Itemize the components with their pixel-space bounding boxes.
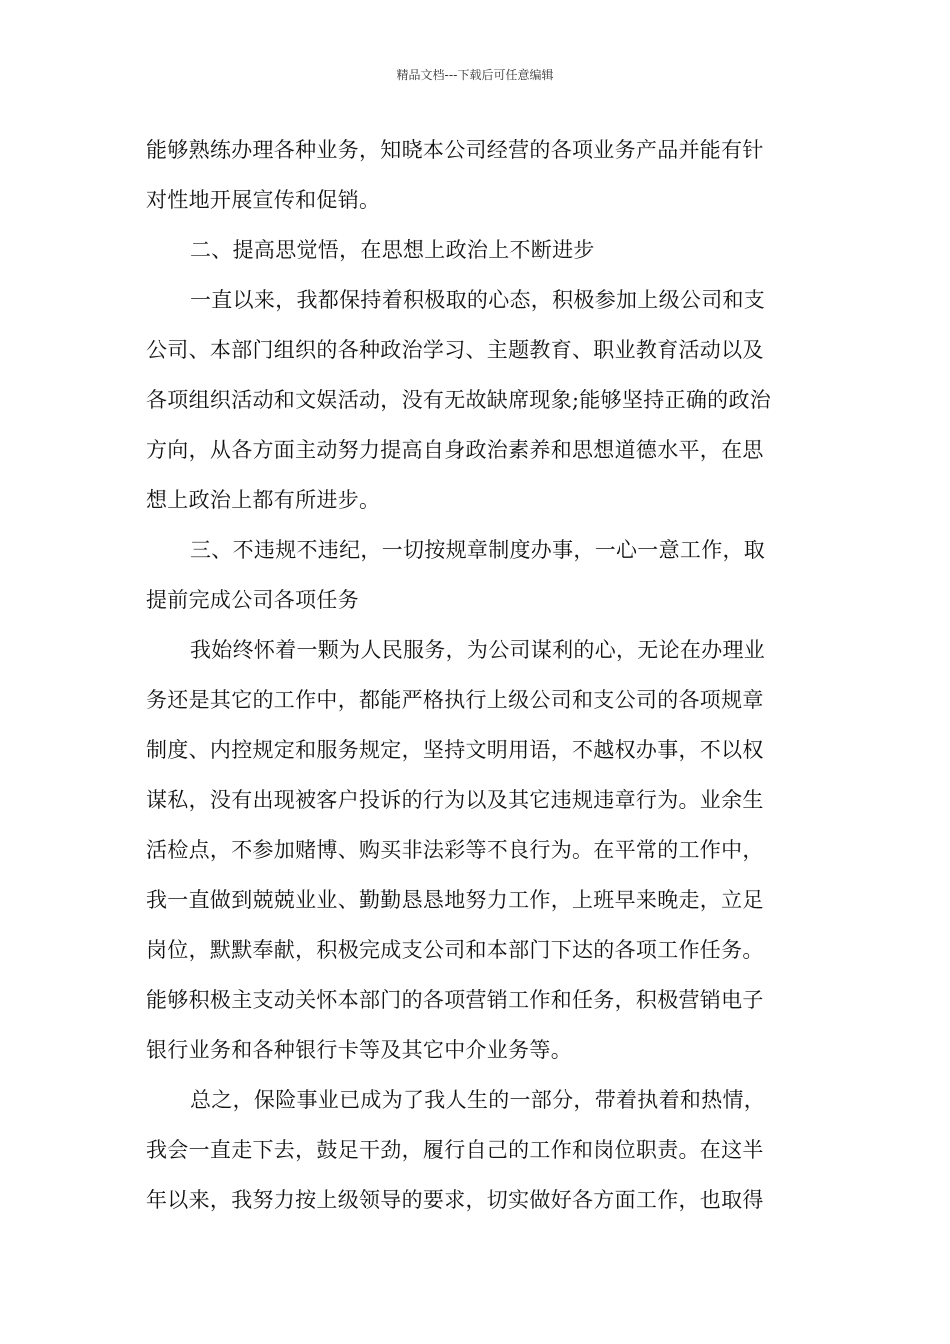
text-line: 能够熟练办理各种业务，知晓本公司经营的各项业务产品并能有针	[146, 138, 764, 162]
text-line: 活检点，不参加赌博、购买非法彩等不良行为。在平常的工作中，	[146, 838, 764, 862]
text-line: 总之，保险事业已成为了我人生的一部分，带着执着和热情，	[190, 1088, 766, 1112]
text-line: 谋私，没有出现被客户投诉的行为以及其它违规违章行为。业余生	[146, 788, 764, 812]
section-heading-cont: 提前完成公司各项任务	[146, 588, 359, 612]
section-heading: 二、提高思觉悟，在思想上政治上不断进步	[190, 238, 595, 262]
text-line: 我始终怀着一颗为人民服务，为公司谋利的心，无论在办理业	[190, 638, 766, 662]
text-line: 我会一直走下去，鼓足干劲，履行自己的工作和岗位职责。在这半	[146, 1138, 764, 1162]
text-line: 能够积极主支动关怀本部门的各项营销工作和任务，积极营销电子	[146, 988, 764, 1012]
text-line: 务还是其它的工作中，都能严格执行上级公司和支公司的各项规章	[146, 688, 764, 712]
text-line: 公司、本部门组织的各种政治学习、主题教育、职业教育活动以及	[146, 338, 764, 362]
text-line: 想上政治上都有所进步。	[146, 488, 381, 512]
text-line: 对性地开展宣传和促销。	[146, 188, 381, 212]
text-line: 银行业务和各种银行卡等及其它中介业务等。	[146, 1038, 572, 1062]
section-heading: 三、不违规不违纪，一切按规章制度办事，一心一意工作，取	[190, 538, 766, 562]
document-body	[146, 125, 808, 1225]
text-line: 我一直做到兢兢业业、勤勤恳恳地努力工作，上班早来晚走，立足	[146, 888, 764, 912]
text-line: 岗位，默默奉献，积极完成支公司和本部门下达的各项工作任务。	[146, 938, 764, 962]
text-line: 各项组织活动和文娱活动，没有无故缺席现象;能够坚持正确的政治	[146, 388, 772, 412]
text-line: 一直以来，我都保持着积极取的心态，积极参加上级公司和支	[190, 288, 766, 312]
text-line: 年以来，我努力按上级领导的要求，切实做好各方面工作，也取得	[146, 1188, 764, 1212]
page-header: 精品文档---下载后可任意编辑	[396, 68, 554, 82]
text-line: 方向，从各方面主动努力提高自身政治素养和思想道德水平，在思	[146, 438, 764, 462]
text-line: 制度、内控规定和服务规定，坚持文明用语，不越权办事，不以权	[146, 738, 764, 762]
